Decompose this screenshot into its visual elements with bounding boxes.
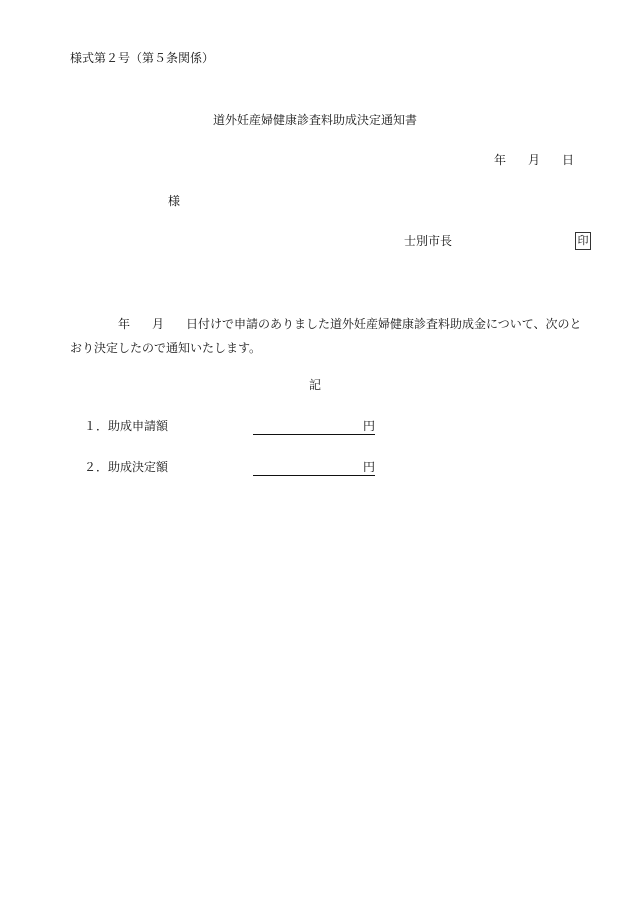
form-number: 様式第２号（第５条関係） <box>70 51 215 65</box>
date-line <box>494 152 574 168</box>
decided-amount-unit: 円 <box>362 460 375 474</box>
note-heading: 記 <box>308 378 321 392</box>
decided-amount-field <box>253 459 375 476</box>
item-requested-amount-label: １．助成申請額 <box>84 419 169 433</box>
date-year: 年 <box>493 153 506 167</box>
requested-amount-unit: 円 <box>362 419 375 433</box>
issuer-name: 士別市長 <box>404 234 453 248</box>
date-day: 日 <box>561 153 574 167</box>
seal-box: 印 <box>575 232 591 250</box>
body-year: 年 <box>118 317 131 331</box>
body-text-line-1 <box>70 316 582 332</box>
body-line1-text: 日付けで申請のありました道外妊産婦健康診査料助成金について、次のと <box>186 317 582 331</box>
date-month: 月 <box>527 153 540 167</box>
item-decided-amount-label: ２．助成決定額 <box>84 460 169 474</box>
addressee-suffix: 様 <box>168 194 181 208</box>
body-month: 月 <box>152 317 165 331</box>
body-text-line-2: おり決定したので通知いたします。 <box>70 341 262 355</box>
document-title: 道外妊産婦健康診査料助成決定通知書 <box>212 113 417 127</box>
requested-amount-field <box>253 418 375 435</box>
